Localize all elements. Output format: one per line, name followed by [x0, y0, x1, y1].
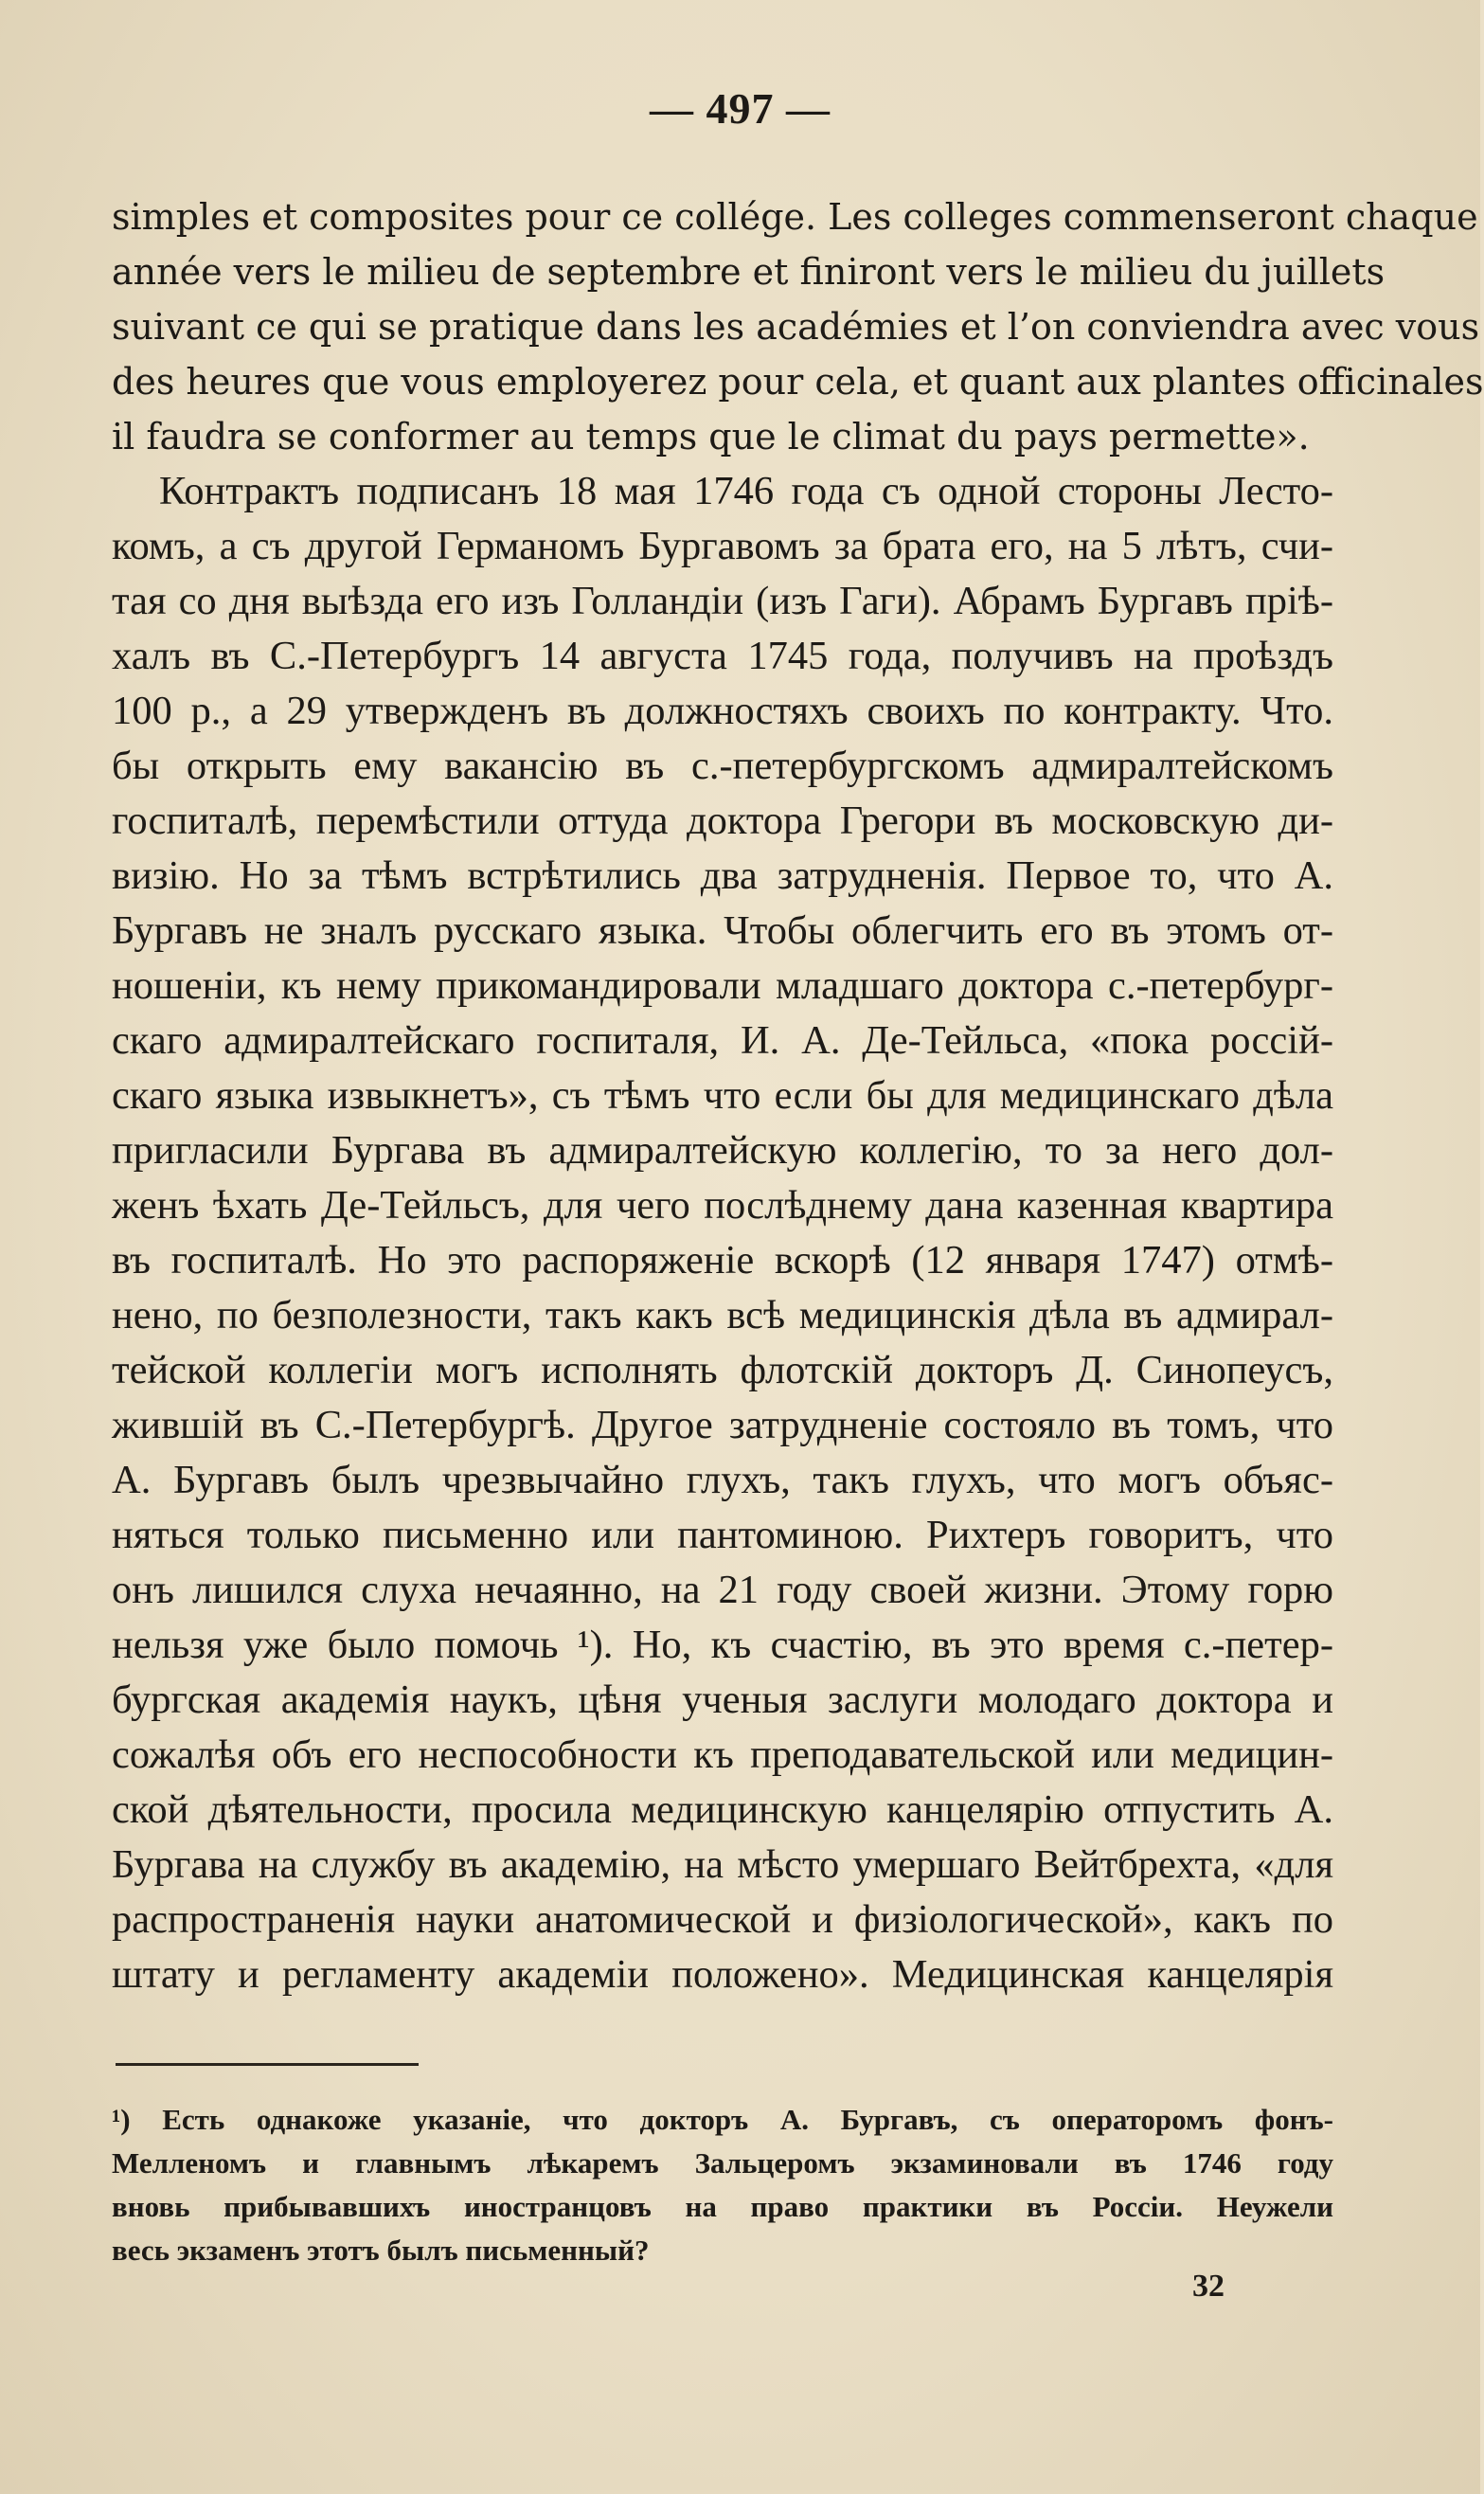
text-line: жившій въ С.-Петербургѣ. Другое затрудненіе состояло въ томъ, что	[112, 1403, 1333, 1447]
text-line: бы открыть ему вакансію въ с.-петербургскомъ адмиралтейскомъ	[112, 744, 1333, 788]
text-line: халъ въ С.-Петербургъ 14 августа 1745 года, получивъ на проѣздъ	[112, 634, 1333, 678]
signature-mark: 32	[1192, 2269, 1225, 2304]
text-line: няться только письменно или пантоминою. Рихтеръ говоритъ, что	[112, 1513, 1333, 1557]
text-line: онъ лишился слуха нечаянно, на 21 году своей жизни. Этому горю	[112, 1568, 1333, 1612]
footnote	[112, 2098, 1333, 2272]
text-line: année vers le milieu de septembre et finiront vers le milieu du juillets	[112, 251, 1386, 293]
text-line: скаго языка извыкнетъ», съ тѣмъ что если бы для медицинскаго дѣла	[112, 1073, 1333, 1118]
text-line: des heures que vous employerez pour cela, et quant aux plantes officinales	[112, 361, 1484, 403]
french-quote-block	[112, 189, 1484, 464]
text-line: пригласили Бургава въ адмиралтейскую коллегію, то за него дол-	[112, 1128, 1333, 1173]
text-line: suivant ce qui se pratique dans les académies et l’on conviendra avec vous	[112, 306, 1480, 348]
text-line: въ госпиталѣ. Но это распоряженіе вскорѣ (12 января 1747) отмѣ-	[112, 1238, 1333, 1283]
text-line: сожалѣя объ его неспособности къ преподавательской или медицин-	[112, 1732, 1333, 1777]
text-line: ношеніи, къ нему прикомандировали младшаго доктора с.-петербург-	[112, 963, 1333, 1008]
text-line: визію. Но за тѣмъ встрѣтились два затрудненія. Первое то, что А.	[112, 853, 1333, 898]
text-line: тейской коллегіи могъ исполнять флотскій докторъ Д. Синопеусъ,	[112, 1348, 1333, 1392]
footnote-line: весь экзаменъ этотъ былъ письменный?	[112, 2234, 650, 2267]
footnote-line: Мелленомъ и главнымъ лѣкаремъ Зальцеромъ экзаминовали въ 1746 году	[112, 2146, 1333, 2180]
main-paragraph	[112, 464, 1333, 2002]
text-line: госпиталѣ, перемѣстили оттуда доктора Грегори въ московскую ди-	[112, 798, 1333, 843]
footnote-line: вновь прибывавшихъ иностранцовъ на право практики въ Россіи. Неужели	[112, 2190, 1333, 2223]
text-line: il faudra se conformer au temps que le climat du pays permette».	[112, 416, 1310, 458]
text-line: скаго адмиралтейскаго госпиталя, И. А. Де-Тейльса, «пока россій-	[112, 1018, 1333, 1063]
footnote-divider	[116, 2063, 419, 2066]
text-line: комъ, а съ другой Германомъ Бургавомъ за брата его, на 5 лѣтъ, счи-	[112, 524, 1333, 568]
text-line: Бургавъ не зналъ русскаго языка. Чтобы облегчить его въ этомъ от-	[112, 908, 1333, 953]
text-line: Бургава на службу въ академію, на мѣсто умершаго Вейтбрехта, «для	[112, 1842, 1333, 1887]
text-line: распространенія науки анатомической и физіологической», какъ по	[112, 1897, 1333, 1942]
text-line: simples et composites pour ce collége. Les colleges commenseront chaque	[112, 196, 1478, 238]
text-line: нельзя уже было помочь ¹). Но, къ счастію, въ это время с.-петер-	[112, 1623, 1333, 1667]
text-line: ской дѣятельности, просила медицинскую канцелярію отпустить А.	[112, 1787, 1333, 1832]
text-line: А. Бургавъ былъ чрезвычайно глухъ, такъ глухъ, что могъ объяс-	[112, 1458, 1333, 1502]
text-line: нено, по безполезности, такъ какъ всѣ медицинскія дѣла въ адмирал-	[112, 1293, 1333, 1337]
text-line: Контрактъ подписанъ 18 мая 1746 года съ одной стороны Лесто-	[159, 469, 1333, 513]
footnote-line: ¹) Есть однакоже указаніе, что докторъ А. Бургавъ, съ операторомъ фонъ-	[112, 2103, 1333, 2136]
page-number-header: — 497 —	[650, 84, 831, 133]
text-line: тая со дня выѣзда его изъ Голландіи (изъ Гаги). Абрамъ Бургавъ пріѣ-	[112, 579, 1333, 623]
text-line: женъ ѣхать Де-Тейльсъ, для чего послѣднему дана казенная квартира	[112, 1183, 1333, 1228]
text-line: бургская академія наукъ, цѣня ученыя заслуги молодаго доктора и	[112, 1678, 1333, 1722]
text-line: 100 р., а 29 утвержденъ въ должностяхъ своихъ по контракту. Что.	[112, 689, 1333, 733]
text-line: штату и регламенту академіи положено». Медицинская канцелярія	[112, 1952, 1333, 1997]
